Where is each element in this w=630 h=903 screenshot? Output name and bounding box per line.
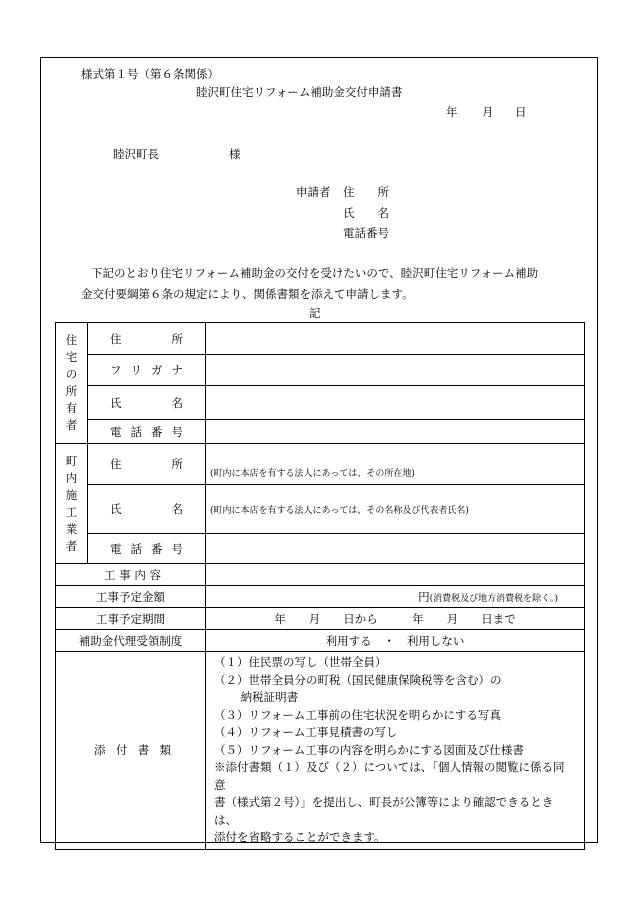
contractor-name-field[interactable] [206, 485, 585, 534]
body-text-line2: 金交付要綱第６条の規定により、関係書類を添えて申請します。 [81, 287, 414, 301]
application-table [55, 322, 585, 850]
owner-furigana-label: フ リ ガ ナ [88, 355, 206, 386]
contractor-phone-label: 電 話 番 号 [88, 534, 206, 564]
owner-furigana-field[interactable] [206, 355, 585, 386]
planned-amount-row [56, 586, 585, 608]
proxy-option-use[interactable]: 利用する [325, 633, 372, 648]
work-content-field[interactable] [206, 564, 585, 586]
owner-address-field[interactable] [206, 323, 585, 355]
work-content-label: 工 事 内 容 [56, 564, 206, 586]
date-day: 日 [515, 105, 527, 119]
planned-amount-note: (消費税及び地方消費税を除く。) [429, 593, 558, 604]
contractor-name-note: (町内に本店を有する法人にあっては、その名称及び代表者氏名) [210, 506, 469, 516]
owner-name-label: 氏 名 [88, 386, 206, 420]
date-month: 月 [482, 105, 494, 119]
proxy-option-separator: ・ [383, 633, 395, 648]
planned-amount-yen: 円 [418, 589, 430, 604]
owner-address-label: 住 所 [88, 323, 206, 355]
date-year: 年 [446, 105, 458, 119]
owner-furigana-row [56, 355, 585, 386]
attachment-note: 書（様式第２号）」を提出し、町長が公簿等により確認できるときは、 [214, 795, 554, 827]
attachment-note: 添付を省略することができます。 [214, 830, 386, 844]
owner-phone-label: 電 話 番 号 [88, 420, 206, 444]
attachment-item: 納税証明書 [214, 690, 299, 704]
addressee-honorific: 様 [229, 147, 241, 161]
attachment-item: （３）リフォーム工事前の住宅状況を明らかにする写真 [214, 707, 501, 722]
ki-mark: 記 [309, 306, 321, 320]
attachments-list [206, 652, 585, 850]
owner-address-row [56, 323, 585, 355]
proxy-system-field [206, 630, 585, 652]
applicant-address-label: 住 所 [343, 185, 389, 199]
owner-phone-row [56, 420, 585, 444]
attachments-row [56, 652, 585, 850]
contractor-address-note: (町内に本店を有する法人にあっては、その所在地) [210, 469, 415, 479]
owner-name-field[interactable] [206, 386, 585, 420]
work-content-row [56, 564, 585, 586]
contractor-address-field[interactable] [206, 444, 585, 485]
contractor-section-heading: 町 内 施 工 業 者 [56, 444, 88, 564]
attachment-item: （２）世帯全員分の町税（国民健康保険税等を含む）の [214, 672, 502, 687]
attachment-item: （４）リフォーム工事見積書の写し [214, 725, 398, 739]
form-number: 様式第１号（第６条関係） [81, 67, 219, 81]
contractor-address-row [56, 444, 585, 485]
applicant-phone-label: 電話番号 [343, 226, 389, 240]
attachment-item: （５）リフォーム工事の内容を明らかにする図面及び仕様書 [214, 742, 524, 757]
planned-amount-label: 工事予定金額 [56, 586, 206, 608]
form-title: 睦沢町住宅リフォーム補助金交付申請書 [196, 85, 403, 99]
planned-period-row [56, 608, 585, 630]
owner-name-row [56, 386, 585, 420]
contractor-phone-field[interactable] [206, 534, 585, 564]
contractor-phone-row [56, 534, 585, 564]
attachments-label: 添 付 書 類 [56, 652, 206, 850]
contractor-name-row [56, 485, 585, 534]
proxy-system-label: 補助金代理受領制度 [56, 630, 206, 652]
attachment-note: ※添付書類（１）及び（２）については、「個人情報の閲覧に係る同意 [214, 760, 565, 792]
owner-phone-field[interactable] [206, 420, 585, 444]
attachment-item: （１）住民票の写し（世帯全員） [214, 655, 387, 669]
contractor-address-label: 住 所 [88, 444, 206, 485]
planned-amount-field[interactable] [206, 586, 585, 608]
body-text-line1: 下記のとおり住宅リフォーム補助金の交付を受けたいので、睦沢町住宅リフォーム補助 [91, 266, 539, 280]
addressee-name: 睦沢町長 [113, 147, 159, 161]
proxy-system-row [56, 630, 585, 652]
contractor-name-label: 氏 名 [88, 485, 206, 534]
applicant-name-label: 氏 名 [343, 206, 389, 220]
planned-period-field[interactable]: 年 月 日から 年 月 日まで [206, 608, 585, 630]
owner-section-heading: 住 宅 の 所 有 者 [56, 323, 88, 444]
proxy-option-not-use[interactable]: 利用しない [406, 633, 465, 648]
applicant-label: 申請者 [296, 185, 331, 199]
planned-period-label: 工事予定期間 [56, 608, 206, 630]
